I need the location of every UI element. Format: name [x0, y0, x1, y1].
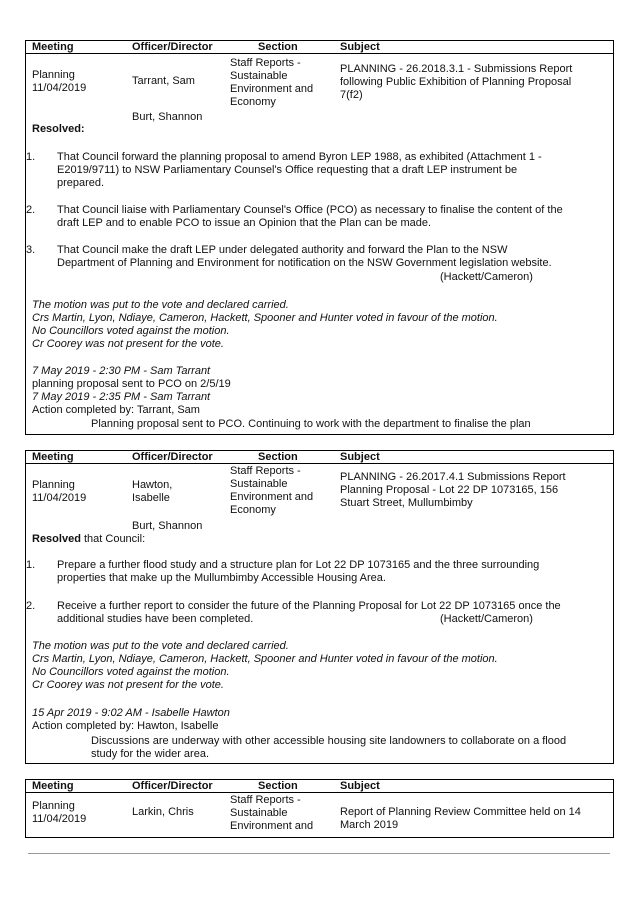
- table-row: [25, 793, 614, 838]
- officer-cell: Larkin, Chris: [132, 806, 194, 818]
- action-item-2: [25, 450, 614, 763]
- table-header: Meeting Officer/Director Section Subject: [25, 779, 614, 793]
- movers: (Hackett/Cameron): [440, 271, 533, 283]
- section-cell: Staff Reports - Sustainable Environment and Economy: [230, 57, 314, 108]
- action-item-3: [25, 779, 614, 839]
- section-cell: Staff Reports - Sustainable Environment and Economy: [230, 465, 314, 516]
- header-section: Section: [258, 41, 298, 53]
- header-subject: Subject: [340, 41, 380, 53]
- table-row: Planning 11/04/2019 Tarrant, Sam Burt, Shannon Staff Reports - Sustainable Environment and Economy PLANNING - 26.2018.3.1 - Submissions Report following Public Exhibition of Planning Proposal 7(f2) Resolved: 1. That Council forward the planning proposal to amend Byron LEP 1988, as exhibited (Attachment 1 - E2019/9711) to NSW Parliamentary Counsel's Office requesting that a draft LEP instrument be prepared. 2. That Council liaise with Parliamentary Counsel's Office (PCO) as necessary to finalise the content of the draft LEP and to enable PCO to issue an Opinion that the Plan can be made. 3. That Council make the draft LEP under delegated authority and forward the Plan to the NSW Department of Planning and Environment for notification on the NSW Government legislation website. (Hackett/Cameron) The motion was put to the vote and declared carried. Crs Martin, Lyon, Ndiaye, Cameron, Hackett, Spooner and Hunter voted in favour of the motion. No Councillors voted against the motion. Cr Coorey was not present for the vote. 7 May 2019 - 2:30 PM - Sam Tarrant planning proposal sent to PCO on 2/5/19 7 May 2019 - 2:35 PM - Sam Tarrant Action completed by: Tarrant, Sam Planning proposal sent to PCO. Continuing to work with the department to finalise the plan: [25, 54, 614, 435]
- officer-cell: Tarrant, Sam: [132, 75, 195, 87]
- vote-record: The motion was put to the vote and declared carried. Crs Martin, Lyon, Ndiaye, Cameron, Hackett, Spooner and Hunter voted in favour of the motion. No Councillors voted against the motion. Cr Coorey was not present for the vote.: [32, 299, 498, 350]
- secondary-officer: Burt, Shannon: [132, 111, 203, 123]
- meeting-cell: Planning 11/04/2019: [32, 800, 87, 825]
- action-log: 7 May 2019 - 2:30 PM - Sam Tarrant planning proposal sent to PCO on 2/5/19 7 May 2019 - 2:35 PM - Sam Tarrant Action completed by: Tarrant, Sam: [32, 365, 231, 416]
- officer-cell: Hawton, Isabelle: [132, 479, 173, 504]
- movers: (Hackett/Cameron): [440, 613, 533, 625]
- header-meeting: Meeting: [32, 41, 74, 53]
- action-item-1: [25, 40, 614, 434]
- subject-cell: PLANNING - 26.2018.3.1 - Submissions Report following Public Exhibition of Planning Proposal 7(f2): [340, 63, 573, 101]
- header-officer: Officer/Director: [132, 41, 213, 53]
- resolved-label: Resolved:: [32, 123, 85, 135]
- resolved-line: Resolved that Council:: [32, 533, 146, 545]
- secondary-officer: Burt, Shannon: [132, 520, 203, 532]
- table-header: [25, 40, 614, 54]
- table-row: Planning 11/04/2019 Hawton, Isabelle Burt, Shannon Staff Reports - Sustainable Environment and Economy PLANNING - 26.2017.4.1 Submissions Report Planning Proposal - Lot 22 DP 1073165, 156 Stuart Street, Mullumbimby Resolved that Council: 1. Prepare a further flood study and a structure plan for Lot 22 DP 1073165 and the three surrounding properties that make up the Mullumbimby Accessible Housing Area. 2. Receive a further report to consider the future of the Planning Proposal for Lot 22 DP 1073165 once the additional studies have been completed. (Hackett/Cameron) The motion was put to the vote and declared carried. Crs Martin, Lyon, Ndiaye, Cameron, Hackett, Spooner and Hunter voted in favour of the motion. No Councillors voted against the motion. Cr Coorey was not present for the vote. 15 Apr 2019 - 9:02 AM - Isabelle Hawton Action completed by: Hawton, Isabelle Discussions are underway with other accessible housing site landowners to collaborate on a flood study for the wider area.: [25, 464, 614, 764]
- subject-cell: Report of Planning Review Committee held on 14 March 2019: [340, 806, 581, 831]
- subject-cell: PLANNING - 26.2017.4.1 Submissions Report Planning Proposal - Lot 22 DP 1073165, 156 Stuart Street, Mullumbimby: [340, 471, 566, 509]
- vote-record: The motion was put to the vote and declared carried. Crs Martin, Lyon, Ndiaye, Cameron, Hackett, Spooner and Hunter voted in favour of the motion. No Councillors voted against the motion. Cr Coorey was not present for the vote.: [32, 640, 498, 691]
- meeting-cell: Planning 11/04/2019: [32, 479, 87, 504]
- table-header: Meeting Officer/Director Section Subject: [25, 450, 614, 464]
- meeting-cell: Planning 11/04/2019: [32, 69, 87, 94]
- action-log: 15 Apr 2019 - 9:02 AM - Isabelle Hawton Action completed by: Hawton, Isabelle: [32, 707, 230, 732]
- action-note: Planning proposal sent to PCO. Continuing to work with the department to finalise the plan: [91, 418, 531, 430]
- section-cell: Staff Reports - Sustainable Environment and: [230, 794, 314, 832]
- action-note: Discussions are underway with other accessible housing site landowners to collaborate on a flood study for the wider area.: [91, 735, 567, 760]
- footer-divider: [28, 853, 610, 854]
